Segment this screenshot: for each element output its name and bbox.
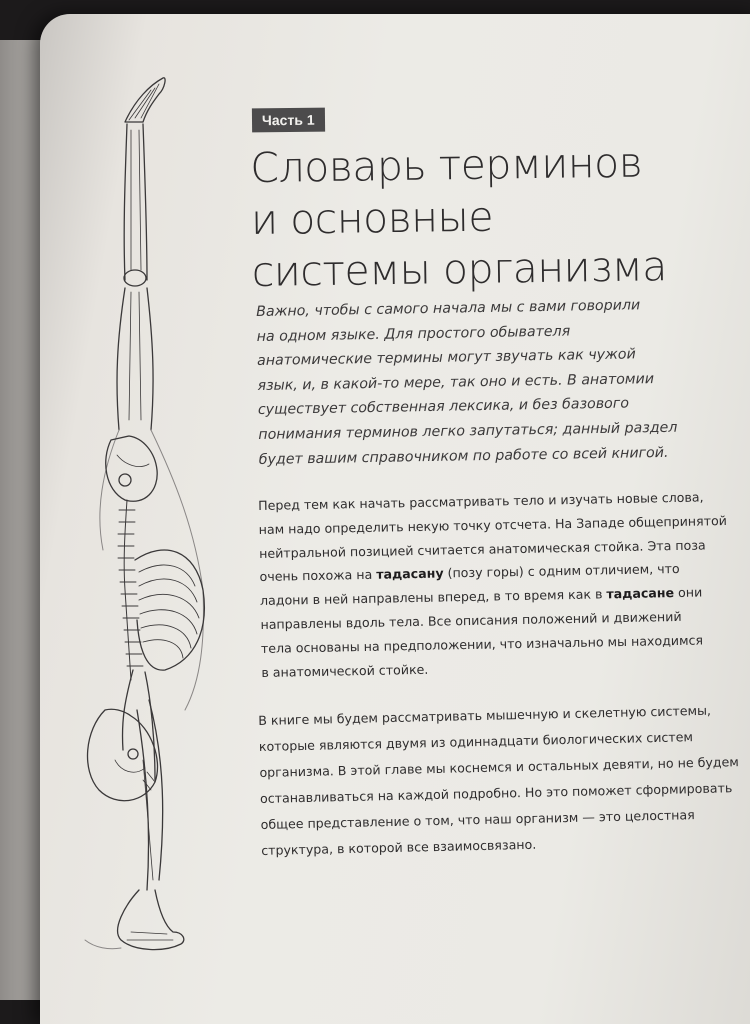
chapter-title	[250, 136, 712, 298]
term-tadasane: тадасане	[606, 585, 675, 602]
paragraph-line: нам надо определить некую точку отсчета. На Западе общепринятой	[258, 512, 728, 537]
line-text: они	[673, 584, 703, 601]
paragraph-line: Перед тем как начать рассматривать тело и изучать новые слова,	[258, 489, 704, 513]
lead-paragraph	[256, 292, 699, 472]
paragraph-line: нейтральной позицией считается анатомическая стойка. Эта поза	[258, 537, 706, 561]
line-text: очень похожа на	[259, 567, 377, 585]
line-text: (позу горы) с одним отличием, что	[443, 561, 680, 581]
chapter-badge: Часть 1	[252, 108, 325, 133]
paragraph-line: тела основаны на предположении, что изначально мы находимся	[260, 632, 704, 656]
title-line: и основные	[250, 192, 494, 244]
lead-line: будет вашим справочником по работе со всей книгой.	[258, 444, 669, 468]
title-line: Словарь терминов	[250, 138, 643, 192]
lead-line: на одном языке. Для простого обывателя	[256, 323, 571, 345]
paragraph-line: в анатомической стойке.	[261, 661, 429, 680]
paragraph-line: структура, в которой все взаимосвязано.	[261, 836, 537, 858]
paragraph-line: В книге мы будем рассматривать мышечную и скелетную системы,	[258, 702, 712, 728]
lead-line: существует собственная лексика, и без базового	[257, 395, 630, 419]
paragraph-line: которые являются двумя из одиннадцати биологических систем	[258, 729, 694, 754]
paragraph-line: организма. В этой главе мы коснемся и остальных девяти, но не будем	[259, 754, 739, 780]
lead-line: Важно, чтобы с самого начала мы с вами говорили	[256, 297, 641, 320]
paragraph-line: направлены вдоль тела. Все описания положений и движений	[260, 608, 682, 632]
lead-line: анатомические термины могут звучать как чужой	[256, 346, 636, 370]
body-paragraph-1	[258, 486, 728, 685]
paragraph-line: общее представление о том, что наш организм — это целостная	[260, 807, 695, 832]
paragraph-line: останавливаться на каждой подробно. Но это поможет сформировать	[259, 780, 733, 806]
skeleton-handstand-illustration	[55, 60, 265, 980]
term-tadasana: тадасану	[376, 565, 444, 583]
title-line: системы организма	[251, 242, 668, 296]
line-text: ладони в ней направлены вперед, в то время как в	[259, 586, 607, 609]
lead-line: язык, и, в какой-то мере, так оно и есть. В анатомии	[257, 370, 655, 394]
lead-line: понимания терминов легко запутаться; данный раздел	[258, 419, 678, 443]
body-paragraph-2	[258, 698, 739, 864]
